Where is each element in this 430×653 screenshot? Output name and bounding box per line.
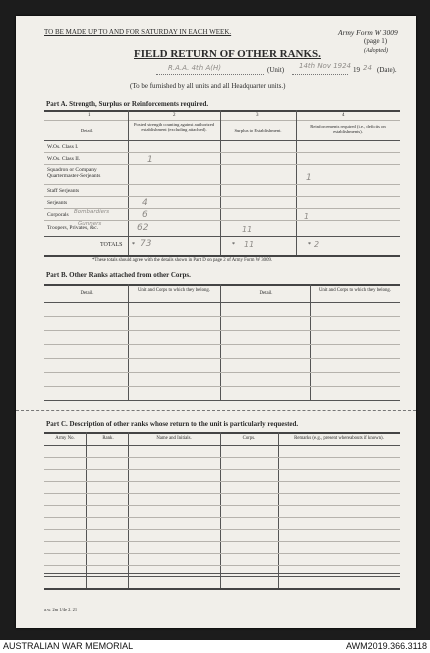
part-c-row-rule xyxy=(44,529,400,530)
part-a-heading: Part A. Strength, Surplus or Reinforcements required. xyxy=(46,100,209,108)
part-c-top-rule xyxy=(44,432,400,434)
serjeants-strength: 4 xyxy=(142,198,148,208)
row-detail-wo2: W.Os. Class II. xyxy=(47,156,81,162)
part-b-header-unit-2: Unit and Corps to which they belong. xyxy=(318,288,392,293)
form-subtitle: (To be furnished by all units and all Headquarter units.) xyxy=(130,82,286,90)
date-line xyxy=(292,74,348,75)
troopers-surplus: 11 xyxy=(242,225,253,234)
row-detail-troopers: Troopers, Privates, &c. xyxy=(47,225,98,231)
col-number-2: 2 xyxy=(173,113,176,118)
total-reinforcements: 2 xyxy=(314,240,320,249)
totals-star-2: * xyxy=(232,242,235,248)
header-bottom-rule xyxy=(44,140,400,141)
part-b-header-unit-1: Unit and Corps to which they belong. xyxy=(137,288,211,293)
perforation-line xyxy=(16,410,416,411)
part-b-row-rule xyxy=(44,330,400,331)
col-number-1: 1 xyxy=(88,113,91,118)
form-title: FIELD RETURN OF OTHER RANKS. xyxy=(134,48,321,60)
totals-star-1: * xyxy=(132,242,135,248)
part-c-row-rule xyxy=(44,565,400,566)
part-b-heading: Part B. Other Ranks attached from other Corps. xyxy=(46,271,191,279)
col-number-4: 4 xyxy=(342,113,345,118)
row-rule xyxy=(44,196,400,197)
date-handwriting: 14th Nov 1924 xyxy=(299,62,352,70)
total-surplus: 11 xyxy=(244,240,255,249)
print-code: a.w. 2m 1/4e 2. 21 xyxy=(44,607,78,612)
part-c-row-rule xyxy=(44,505,400,506)
part-b-header-detail-1: Detail. xyxy=(80,291,94,296)
cqms-reinforcements: 1 xyxy=(306,173,312,183)
page-note: (page 1) xyxy=(364,37,388,45)
row-rule xyxy=(44,184,400,185)
part-b-divider-1 xyxy=(128,284,129,400)
row-detail-wo1: W.Os. Class I. xyxy=(47,144,79,150)
unit-handwriting: R.A.A. 4th A(H) xyxy=(168,64,221,72)
totals-label: TOTALS xyxy=(100,242,123,248)
part-b-header-rule xyxy=(44,302,400,303)
part-c-row-rule xyxy=(44,553,400,554)
part-c-header-army-no: Army No. xyxy=(55,436,75,441)
totals-top-rule xyxy=(44,236,400,237)
row-rule xyxy=(44,152,400,153)
part-c-row-rule xyxy=(44,457,400,458)
corporals-strength: 6 xyxy=(142,210,148,220)
part-b-header-detail-2: Detail. xyxy=(259,291,273,296)
col-divider-2 xyxy=(220,110,221,255)
form-sheet xyxy=(16,16,416,628)
col-header-detail: Detail. xyxy=(80,128,94,133)
footer-accession-number: AWM2019.366.3118 xyxy=(345,641,427,651)
part-b-divider-3 xyxy=(310,284,311,400)
troopers-strength: 62 xyxy=(137,223,149,233)
year-handwriting: 24 xyxy=(363,64,372,72)
adopted-note: (Adopted) xyxy=(364,48,388,54)
wo2-strength: 1 xyxy=(147,155,153,165)
unit-line xyxy=(156,74,264,75)
footer-bar xyxy=(0,640,430,653)
total-strength: 73 xyxy=(140,239,152,249)
part-b-row-rule xyxy=(44,344,400,345)
part-c-heading: Part C. Description of other ranks whose return to the unit is particularly requested. xyxy=(46,420,299,428)
col-number-rule xyxy=(44,120,400,121)
part-b-divider-2 xyxy=(220,284,221,400)
part-c-double-rule-2 xyxy=(44,576,400,577)
part-c-header-rule xyxy=(44,445,400,446)
form-number: Army Form W 3009 xyxy=(338,28,398,37)
part-c-header-corps: Corps. xyxy=(242,436,256,441)
col-divider-3 xyxy=(296,110,297,255)
top-instruction: TO BE MADE UP TO AND FOR SATURDAY IN EACH WEEK. xyxy=(44,28,232,36)
part-c-double-rule-1 xyxy=(44,573,400,574)
bombardiers-note: Bombardiers xyxy=(74,209,110,215)
row-detail-serjeants: Serjeants xyxy=(47,200,68,206)
row-detail-corporals: Corporals xyxy=(47,212,69,218)
part-b-row-rule xyxy=(44,316,400,317)
col-header-strength: Posted strength counting against authorized establishment (excluding attached). xyxy=(133,122,215,132)
part-b-row-rule xyxy=(44,372,400,373)
part-c-row-rule xyxy=(44,481,400,482)
year-prefix: 19 xyxy=(353,66,360,74)
col-header-surplus: Surplus to Establishment. xyxy=(234,128,282,133)
part-b-bottom-rule xyxy=(44,400,400,401)
row-detail-cqms: Squadron or Company Quartermaster-Serjeants xyxy=(47,167,101,180)
part-c-row-rule xyxy=(44,517,400,518)
part-c-row-rule xyxy=(44,493,400,494)
row-detail-staff-serjeants: Staff Serjeants xyxy=(47,188,80,194)
col-header-reinforcements: Reinforcements required (i.e., deficits on establishments). xyxy=(310,124,386,134)
corporals-reinforcements: 1 xyxy=(304,212,310,221)
totals-star-3: * xyxy=(308,242,311,248)
part-c-row-rule xyxy=(44,469,400,470)
part-a-footnote: *These totals should agree with the details shown in Part D on page 2 of Army Form W 3009. xyxy=(92,258,273,263)
part-a-bottom-rule xyxy=(44,255,400,257)
unit-label: (Unit) xyxy=(267,66,285,74)
part-a-top-rule xyxy=(44,110,400,112)
part-b-top-rule xyxy=(44,284,400,286)
part-c-header-name: Name and Initials. xyxy=(156,436,192,441)
col-divider-1 xyxy=(128,110,129,255)
footer-institution: AUSTRALIAN WAR MEMORIAL xyxy=(3,641,134,651)
part-c-bottom-rule xyxy=(44,588,400,590)
part-b-row-rule xyxy=(44,386,400,387)
part-b-row-rule xyxy=(44,358,400,359)
part-c-header-rank: Rank. xyxy=(102,436,114,441)
col-number-3: 3 xyxy=(256,113,259,118)
part-c-header-remarks: Remarks (e.g., present whereabouts if known). xyxy=(294,436,384,441)
row-rule xyxy=(44,164,400,165)
gunners-note: Gunners xyxy=(78,221,102,227)
part-c-row-rule xyxy=(44,541,400,542)
date-label: (Date). xyxy=(377,66,397,74)
